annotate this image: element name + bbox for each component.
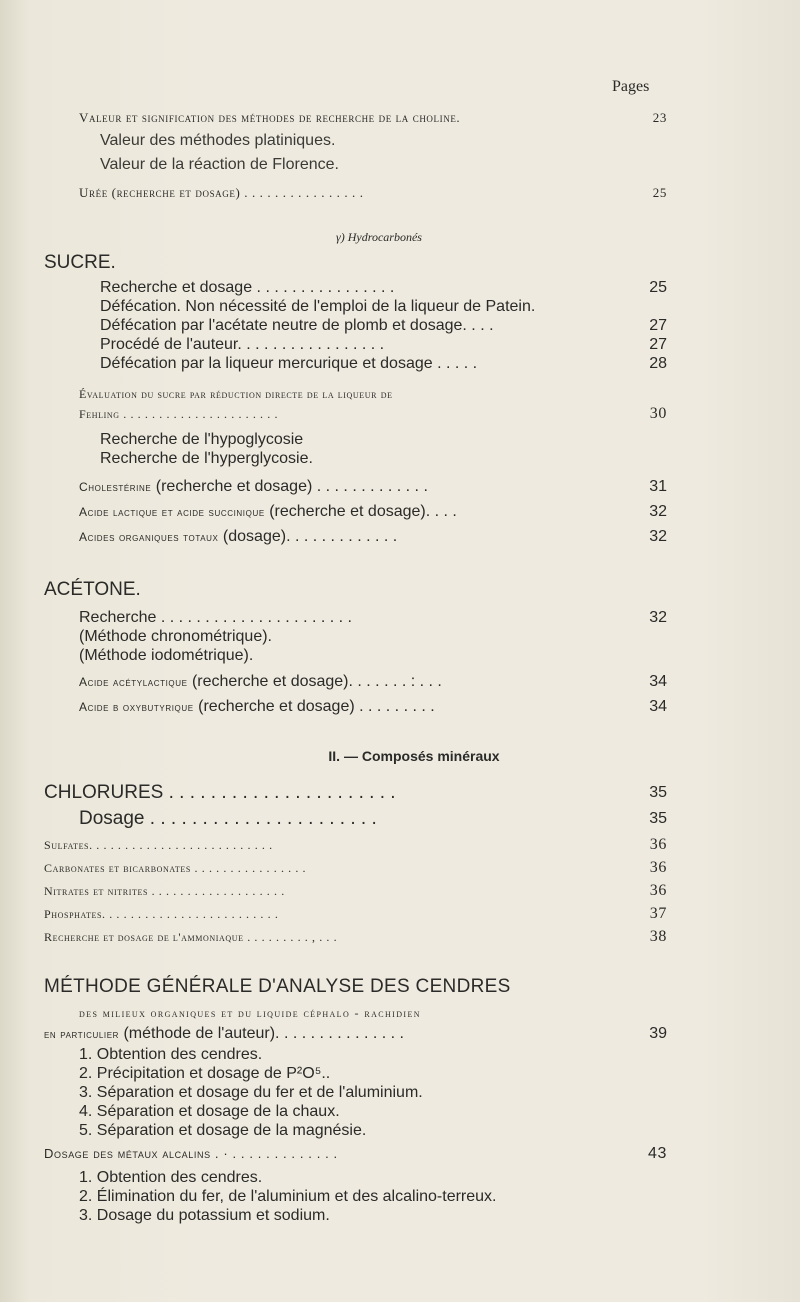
toc-entry-sucre-procede: Procédé de l'auteur. . . . . . . . . . . . . . . . . 27 — [100, 336, 667, 353]
toc-entry-acide-acetylactique: Acide acétylactique (recherche et dosage). . . . . . . : . . . 34 — [79, 673, 667, 690]
heading-acetone: ACÉTONE. — [44, 579, 141, 600]
toc-entry-sucre-recherche: Recherche et dosage . . . . . . . . . . . . . . . . 25 — [100, 279, 667, 296]
toc-entry-nitrates: Nitrates et nitrites . . . . . . . . . . . . . . . . . . . 36 — [44, 882, 667, 899]
toc-entry-acide-oxybutyrique: Acide β oxybutyrique (recherche et dosage) . . . . . . . . . 34 — [79, 698, 667, 715]
toc-entry-acide-lactique: Acide lactique et acide succinique (recherche et dosage). . . . 32 — [79, 503, 667, 520]
heading-methode-generale: MÉTHODE GÉNÉRALE D'ANALYSE DES CENDRES — [44, 976, 511, 997]
toc-entry-dosage: Dosage . . . . . . . . . . . . . . . . . . . . . . 35 — [79, 808, 667, 829]
step-chaux: 4. Séparation et dosage de la chaux. — [79, 1103, 340, 1120]
toc-entry-sucre-mercurique: Défécation par la liqueur mercurique et dosage . . . . . 28 — [100, 355, 667, 372]
toc-entry-hyperglycosie: Recherche de l'hyperglycosie. — [100, 450, 313, 467]
toc-entry-evaluation-line2: Fehling . . . . . . . . . . . . . . . . . . . . . . 30 — [79, 405, 667, 422]
toc-entry-ammoniaque: Recherche et dosage de l'ammoniaque . . . . . . . . . , . . . 38 — [44, 928, 667, 945]
pages-header: Pages — [612, 78, 650, 95]
toc-entry-phosphates: Phosphates. . . . . . . . . . . . . . . . . . . . . . . . . 37 — [44, 905, 667, 922]
heading-sucre: SUCRE. — [44, 252, 116, 273]
toc-entry-hypoglycosie: Recherche de l'hypoglycosie — [100, 431, 304, 448]
toc-entry-methode-iodometrique: (Méthode iodométrique). — [79, 647, 254, 664]
toc-entry-methode-auteur: en particulier (méthode de l'auteur). . . . . . . . . . . . . . . 39 — [44, 1025, 667, 1042]
toc-entry-cholesterine: Cholestérine (recherche et dosage) . . . . . . . . . . . . . 31 — [79, 478, 667, 495]
step-fer-aluminium: 3. Séparation et dosage du fer et de l'aluminium. — [79, 1084, 423, 1101]
step2-obtention-cendres: 1. Obtention des cendres. — [79, 1169, 263, 1186]
toc-entry-sucre-defecation: Défécation. Non nécessité de l'emploi de la liqueur de Patein. — [100, 298, 536, 315]
section-composes-mineraux: II. — Composés minéraux — [328, 748, 500, 764]
toc-entry-chlorures: CHLORURES . . . . . . . . . . . . . . . . . . . . . . 35 — [44, 782, 667, 803]
toc-entry-carbonates: Carbonates et bicarbonates . . . . . . . . . . . . . . . . 36 — [44, 859, 667, 876]
step-magnesie: 5. Séparation et dosage de la magnésie. — [79, 1122, 367, 1139]
toc-entry-choline: Valeur et signification des méthodes de recherche de la choline. 23 — [79, 110, 667, 125]
step-precipitation: 2. Précipitation et dosage de P²O⁵.. — [79, 1065, 331, 1082]
step2-potassium-sodium: 3. Dosage du potassium et sodium. — [79, 1207, 330, 1224]
toc-entry-sucre-acetate: Défécation par l'acétate neutre de plomb et dosage. . . . 27 — [100, 317, 667, 334]
step-obtention-cendres: 1. Obtention des cendres. — [79, 1046, 263, 1063]
toc-entry-uree: Urée (recherche et dosage) . . . . . . . . . . . . . . . . 25 — [79, 185, 667, 200]
toc-entry-milieux: des milieux organiques et du liquide céphalo - rachidien — [79, 1006, 421, 1020]
step2-elimination: 2. Élimination du fer, de l'aluminium et des alcalino-terreux. — [79, 1188, 497, 1205]
toc-entry-sulfates: Sulfates. . . . . . . . . . . . . . . . . . . . . . . . . . 36 — [44, 836, 667, 853]
toc-entry-evaluation-line1: Évaluation du sucre par réduction directe de la liqueur de — [79, 387, 393, 401]
toc-entry-metaux-alcalins: Dosage des métaux alcalins . · . . . . . . . . . . . . . 43 — [44, 1145, 667, 1162]
toc-entry-platiniques: Valeur des méthodes platiniques. — [100, 132, 336, 149]
toc-entry-florence: Valeur de la réaction de Florence. — [100, 156, 339, 173]
subsection-hydrocarbones: γ) Hydrocarbonés — [336, 230, 422, 244]
toc-entry-acetone-recherche: Recherche . . . . . . . . . . . . . . . . . . . . . . 32 — [79, 609, 667, 626]
toc-entry-methode-chronometrique: (Méthode chronométrique). — [79, 628, 272, 645]
toc-entry-acides-organiques: Acides organiques totaux (dosage). . . . . . . . . . . . . 32 — [79, 528, 667, 545]
